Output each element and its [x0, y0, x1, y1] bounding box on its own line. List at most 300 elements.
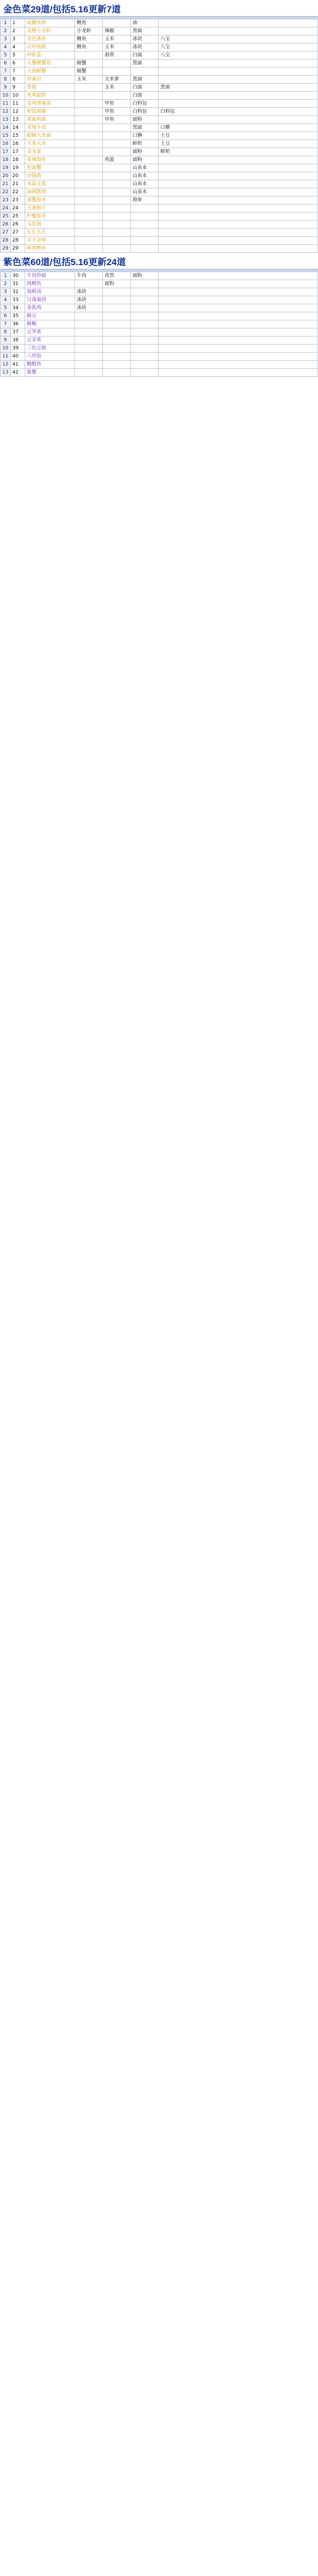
table-row: [1, 229, 318, 237]
ingredient-2: [103, 312, 131, 320]
row-index: 13: [1, 369, 11, 377]
recipe-number: 39: [11, 345, 25, 353]
recipe-number: 14: [11, 124, 25, 132]
ingredient-4: [159, 19, 318, 27]
recipe-number: 34: [11, 304, 25, 312]
row-index: 1: [1, 19, 11, 27]
recipe-table: [0, 272, 318, 377]
ingredient-2: [103, 92, 131, 100]
table-row: [1, 361, 318, 369]
ingredient-1: [75, 124, 103, 132]
ingredient-3: [131, 361, 159, 369]
recipe-number: 37: [11, 328, 25, 336]
ingredient-2: 鸡蛋: [103, 156, 131, 164]
table-row: [1, 288, 318, 296]
recipe-name: 大蟹稀蟹卷: [25, 60, 75, 68]
ingredient-1: [75, 213, 103, 221]
recipe-number: 35: [11, 312, 25, 320]
table-row: [1, 221, 318, 229]
row-index: 17: [1, 148, 11, 156]
table-row: [1, 116, 318, 124]
recipe-number: 24: [11, 204, 25, 213]
ingredient-2: 海带: [103, 52, 131, 60]
ingredient-3: 黑面: [131, 27, 159, 35]
recipe-number: 15: [11, 132, 25, 140]
recipe-name: 羊羊美味: [25, 237, 75, 245]
ingredient-2: [103, 245, 131, 253]
ingredient-4: [159, 272, 318, 280]
table-row: [1, 196, 318, 204]
row-index: 29: [1, 245, 11, 253]
table-row: [1, 76, 318, 84]
ingredient-1: [75, 196, 103, 204]
row-index: 8: [1, 328, 11, 336]
ingredient-1: 冰块: [75, 288, 103, 296]
row-index: 14: [1, 124, 11, 132]
table-row: [1, 140, 318, 148]
ingredient-1: [75, 164, 103, 172]
table-row: [1, 132, 318, 140]
table-row: [1, 353, 318, 361]
row-index: 8: [1, 76, 11, 84]
ingredient-3: 冰块: [131, 43, 159, 52]
row-index: 2: [1, 27, 11, 35]
ingredient-4: [159, 100, 318, 108]
ingredient-2: [103, 328, 131, 336]
ingredient-4: [159, 361, 318, 369]
ingredient-3: 山泉水: [131, 188, 159, 196]
ingredient-3: 面粉: [131, 156, 159, 164]
table-row: [1, 68, 318, 76]
row-index: 6: [1, 60, 11, 68]
ingredient-2: [103, 172, 131, 180]
recipe-name: 酥豆: [25, 312, 75, 320]
table-row: [1, 328, 318, 336]
section-title: 紫色菜60道/包括5.16更新24道: [0, 253, 318, 269]
ingredient-1: [75, 369, 103, 377]
recipe-number: 2: [11, 27, 25, 35]
ingredient-3: [131, 345, 159, 353]
recipe-number: 31: [11, 280, 25, 288]
ingredient-3: [131, 369, 159, 377]
recipe-name: 酥鲍: [25, 320, 75, 328]
ingredient-4: [159, 369, 318, 377]
ingredient-2: 孜然: [103, 272, 131, 280]
recipe-number: 20: [11, 172, 25, 180]
recipe-number: 13: [11, 116, 25, 124]
ingredient-2: [103, 237, 131, 245]
ingredient-4: [159, 213, 318, 221]
ingredient-4: 黑面: [159, 84, 318, 92]
recipe-name: 黄面鸡面: [25, 116, 75, 124]
table-row: [1, 296, 318, 304]
ingredient-2: 甲鱼: [103, 116, 131, 124]
ingredient-2: 大米萝: [103, 76, 131, 84]
table-row: [1, 108, 318, 116]
ingredient-4: [159, 304, 318, 312]
row-index: 10: [1, 92, 11, 100]
ingredient-3: 白面: [131, 84, 159, 92]
ingredient-3: 山泉水: [131, 172, 159, 180]
ingredient-2: [103, 164, 131, 172]
ingredient-4: 白料包: [159, 108, 318, 116]
ingredient-2: [103, 353, 131, 361]
ingredient-4: 八宝: [159, 35, 318, 43]
row-index: 15: [1, 132, 11, 140]
table-row: [1, 148, 318, 156]
recipe-name: 香辣海鱼: [25, 156, 75, 164]
ingredient-3: 白面: [131, 92, 159, 100]
ingredient-2: 面粉: [103, 280, 131, 288]
ingredient-1: [75, 353, 103, 361]
ingredient-4: [159, 68, 318, 76]
recipe-name: 三色豆腐: [25, 345, 75, 353]
table-row: [1, 312, 318, 320]
recipe-name: 牛肉炒面: [25, 272, 75, 280]
recipe-name: 金鸡领袖雷: [25, 100, 75, 108]
ingredient-2: [103, 148, 131, 156]
table-row: [1, 272, 318, 280]
recipe-number: 33: [11, 296, 25, 304]
ingredient-3: 面粉: [131, 272, 159, 280]
ingredient-2: [103, 296, 131, 304]
ingredient-1: 鲤鱼: [75, 19, 103, 27]
ingredient-3: [131, 229, 159, 237]
ingredient-4: 口蘑: [159, 124, 318, 132]
ingredient-1: [75, 188, 103, 196]
ingredient-2: [103, 188, 131, 196]
ingredient-1: [75, 280, 103, 288]
row-index: 26: [1, 221, 11, 229]
ingredient-3: 口蘑: [131, 132, 159, 140]
ingredient-2: [103, 60, 131, 68]
ingredient-2: [103, 320, 131, 328]
ingredient-2: [103, 336, 131, 345]
ingredient-4: [159, 288, 318, 296]
table-row: [1, 19, 318, 27]
ingredient-1: [75, 52, 103, 60]
row-index: 21: [1, 180, 11, 188]
recipe-number: 9: [11, 84, 25, 92]
table-row: [1, 84, 318, 92]
ingredient-4: [159, 320, 318, 328]
ingredient-1: [75, 148, 103, 156]
recipe-name: 乌发锅: [25, 221, 75, 229]
row-index: 13: [1, 116, 11, 124]
ingredient-1: [75, 320, 103, 328]
ingredient-4: 鲜奶: [159, 148, 318, 156]
recipe-name: 油焖酱烧: [25, 188, 75, 196]
ingredient-3: 白料包: [131, 108, 159, 116]
recipe-table: [0, 19, 318, 253]
recipe-number: 6: [11, 60, 25, 68]
recipe-number: 22: [11, 188, 25, 196]
ingredient-4: [159, 280, 318, 288]
ingredient-4: [159, 188, 318, 196]
ingredient-1: [75, 108, 103, 116]
ingredient-2: [103, 345, 131, 353]
ingredient-2: [103, 304, 131, 312]
recipe-name: 金楂小龙虾: [25, 27, 75, 35]
recipe-name: 天香大米: [25, 140, 75, 148]
ingredient-4: [159, 172, 318, 180]
recipe-number: 29: [11, 245, 25, 253]
ingredient-4: [159, 76, 318, 84]
table-row: [1, 180, 318, 188]
ingredient-3: [131, 320, 159, 328]
recipe-name: 鲜蒸鲤鱼: [25, 245, 75, 253]
ingredient-4: [159, 204, 318, 213]
row-index: 20: [1, 172, 11, 180]
table-row: [1, 304, 318, 312]
ingredient-4: [159, 229, 318, 237]
ingredient-4: [159, 196, 318, 204]
recipe-number: 18: [11, 156, 25, 164]
ingredient-3: 黑面: [131, 76, 159, 84]
ingredient-4: [159, 245, 318, 253]
recipe-number: 27: [11, 229, 25, 237]
ingredient-2: [103, 196, 131, 204]
table-row: [1, 245, 318, 253]
recipe-number: 41: [11, 361, 25, 369]
table-row: [1, 156, 318, 164]
ingredient-1: [75, 312, 103, 320]
row-index: 6: [1, 312, 11, 320]
recipe-number: 16: [11, 140, 25, 148]
recipe-name: 沙锅鸽: [25, 172, 75, 180]
ingredient-2: 玉米: [103, 43, 131, 52]
row-index: 22: [1, 188, 11, 196]
recipe-number: 17: [11, 148, 25, 156]
ingredient-4: [159, 296, 318, 304]
row-index: 27: [1, 229, 11, 237]
ingredient-1: 鲤鱼: [75, 35, 103, 43]
ingredient-1: 玉米: [75, 76, 103, 84]
recipe-sheet: [0, 0, 318, 377]
ingredient-2: [103, 204, 131, 213]
recipe-name: 香烧: [25, 84, 75, 92]
ingredient-3: [131, 296, 159, 304]
ingredient-1: [75, 229, 103, 237]
ingredient-2: [103, 221, 131, 229]
ingredient-1: [75, 84, 103, 92]
ingredient-1: [75, 336, 103, 345]
table-row: [1, 237, 318, 245]
recipe-name: 蛤蜊大米面: [25, 132, 75, 140]
ingredient-4: [159, 345, 318, 353]
ingredient-1: 冰块: [75, 296, 103, 304]
table-row: [1, 204, 318, 213]
ingredient-3: 黑面: [131, 60, 159, 68]
row-index: 23: [1, 196, 11, 204]
ingredient-3: [131, 353, 159, 361]
table-row: [1, 336, 318, 345]
recipe-name: 豆笋菜: [25, 328, 75, 336]
row-index: 4: [1, 43, 11, 52]
ingredient-3: 海参: [131, 196, 159, 204]
recipe-name: 长长久久: [25, 229, 75, 237]
recipe-name: 和饭面爆: [25, 108, 75, 116]
ingredient-2: [103, 180, 131, 188]
ingredient-3: [131, 312, 159, 320]
ingredient-1: [75, 116, 103, 124]
recipe-name: 前腿鱼排: [25, 19, 75, 27]
recipe-name: 水晶玉莲: [25, 180, 75, 188]
ingredient-1: [75, 245, 103, 253]
recipe-number: 42: [11, 369, 25, 377]
row-index: 12: [1, 361, 11, 369]
ingredient-2: [103, 132, 131, 140]
recipe-name: 八珍饭: [25, 353, 75, 361]
row-index: 7: [1, 68, 11, 76]
table-row: [1, 100, 318, 108]
ingredient-1: 鲤鱼: [75, 43, 103, 52]
ingredient-1: 小龙虾: [75, 27, 103, 35]
ingredient-2: [103, 361, 131, 369]
recipe-number: 26: [11, 221, 25, 229]
recipe-name: 炖鲤鱼: [25, 280, 75, 288]
row-index: 16: [1, 140, 11, 148]
table-row: [1, 124, 318, 132]
recipe-number: 11: [11, 100, 25, 108]
recipe-name: 炒番田: [25, 76, 75, 84]
ingredient-2: 玉米: [103, 84, 131, 92]
ingredient-1: [75, 237, 103, 245]
recipe-name: 豆芽菜: [25, 336, 75, 345]
row-index: 4: [1, 296, 11, 304]
recipe-number: 25: [11, 213, 25, 221]
recipe-number: 30: [11, 272, 25, 280]
ingredient-4: [159, 336, 318, 345]
ingredient-1: [75, 156, 103, 164]
ingredient-1: 螃蟹: [75, 60, 103, 68]
ingredient-4: 八宝: [159, 52, 318, 60]
ingredient-4: [159, 164, 318, 172]
ingredient-2: [103, 229, 131, 237]
recipe-name: 百珍鱼糕: [25, 43, 75, 52]
table-row: [1, 369, 318, 377]
recipe-name: 炒虾盖: [25, 52, 75, 60]
recipe-number: 7: [11, 68, 25, 76]
ingredient-1: [75, 132, 103, 140]
ingredient-3: 冰块: [131, 35, 159, 43]
recipe-number: 19: [11, 164, 25, 172]
ingredient-1: 螃蟹: [75, 68, 103, 76]
ingredient-3: [131, 328, 159, 336]
row-index: 12: [1, 108, 11, 116]
ingredient-4: 土豆: [159, 140, 318, 148]
table-row: [1, 280, 318, 288]
ingredient-2: [103, 68, 131, 76]
table-row: [1, 320, 318, 328]
ingredient-4: [159, 156, 318, 164]
recipe-number: 40: [11, 353, 25, 361]
row-index: 10: [1, 345, 11, 353]
section-title: 金色菜29道/包括5.16更新7道: [0, 0, 318, 17]
ingredient-3: 白面: [131, 52, 159, 60]
ingredient-3: [131, 221, 159, 229]
recipe-name: 金龙蛋: [25, 148, 75, 156]
ingredient-3: [131, 280, 159, 288]
row-index: 18: [1, 156, 11, 164]
ingredient-4: 八宝: [159, 43, 318, 52]
ingredient-3: [131, 237, 159, 245]
ingredient-2: 玉米: [103, 35, 131, 43]
recipe-number: 23: [11, 196, 25, 204]
ingredient-3: 白料包: [131, 100, 159, 108]
ingredient-3: [131, 304, 159, 312]
ingredient-2: [103, 140, 131, 148]
recipe-name: 柠檬果香: [25, 213, 75, 221]
ingredient-1: [75, 204, 103, 213]
row-index: 5: [1, 304, 11, 312]
table-row: [1, 345, 318, 353]
recipe-number: 4: [11, 43, 25, 52]
row-index: 3: [1, 35, 11, 43]
ingredient-1: [75, 172, 103, 180]
ingredient-2: 甲鱼: [103, 108, 131, 116]
table-row: [1, 35, 318, 43]
recipe-number: 21: [11, 180, 25, 188]
ingredient-3: 山泉水: [131, 180, 159, 188]
ingredient-2: [103, 369, 131, 377]
ingredient-3: 面粉: [131, 148, 159, 156]
ingredient-1: 冰块: [75, 304, 103, 312]
ingredient-3: 山泉水: [131, 164, 159, 172]
recipe-name: 糖醋鱼: [25, 361, 75, 369]
recipe-number: 36: [11, 320, 25, 328]
recipe-name: 雪地牛尾: [25, 124, 75, 132]
row-index: 7: [1, 320, 11, 328]
ingredient-4: [159, 312, 318, 320]
recipe-name: 海鲜汤: [25, 288, 75, 296]
ingredient-3: 鲜奶: [131, 140, 159, 148]
row-index: 9: [1, 84, 11, 92]
table-row: [1, 164, 318, 172]
ingredient-3: [131, 204, 159, 213]
ingredient-3: 面粉: [131, 116, 159, 124]
recipe-name: 日落面团: [25, 296, 75, 304]
ingredient-2: [103, 19, 131, 27]
table-row: [1, 27, 318, 35]
table-row: [1, 60, 318, 68]
ingredient-3: [131, 288, 159, 296]
table-row: [1, 43, 318, 52]
recipe-number: 28: [11, 237, 25, 245]
recipe-name: 夫妻肺片: [25, 204, 75, 213]
table-row: [1, 92, 318, 100]
recipe-name: 金色蒸鱼: [25, 35, 75, 43]
recipe-name: 深蟹海米: [25, 196, 75, 204]
ingredient-1: [75, 221, 103, 229]
row-index: 2: [1, 280, 11, 288]
recipe-number: 32: [11, 288, 25, 296]
table-row: [1, 213, 318, 221]
row-index: 28: [1, 237, 11, 245]
table-row: [1, 188, 318, 196]
row-index: 19: [1, 164, 11, 172]
recipe-name: 鱼鸡混拼: [25, 92, 75, 100]
row-index: 24: [1, 204, 11, 213]
row-index: 9: [1, 336, 11, 345]
recipe-name: 大海鲜蟹: [25, 68, 75, 76]
ingredient-2: [103, 213, 131, 221]
row-index: 3: [1, 288, 11, 296]
table-row: [1, 52, 318, 60]
ingredient-1: [75, 92, 103, 100]
recipe-name: 豹面蟹: [25, 164, 75, 172]
recipe-number: 8: [11, 76, 25, 84]
